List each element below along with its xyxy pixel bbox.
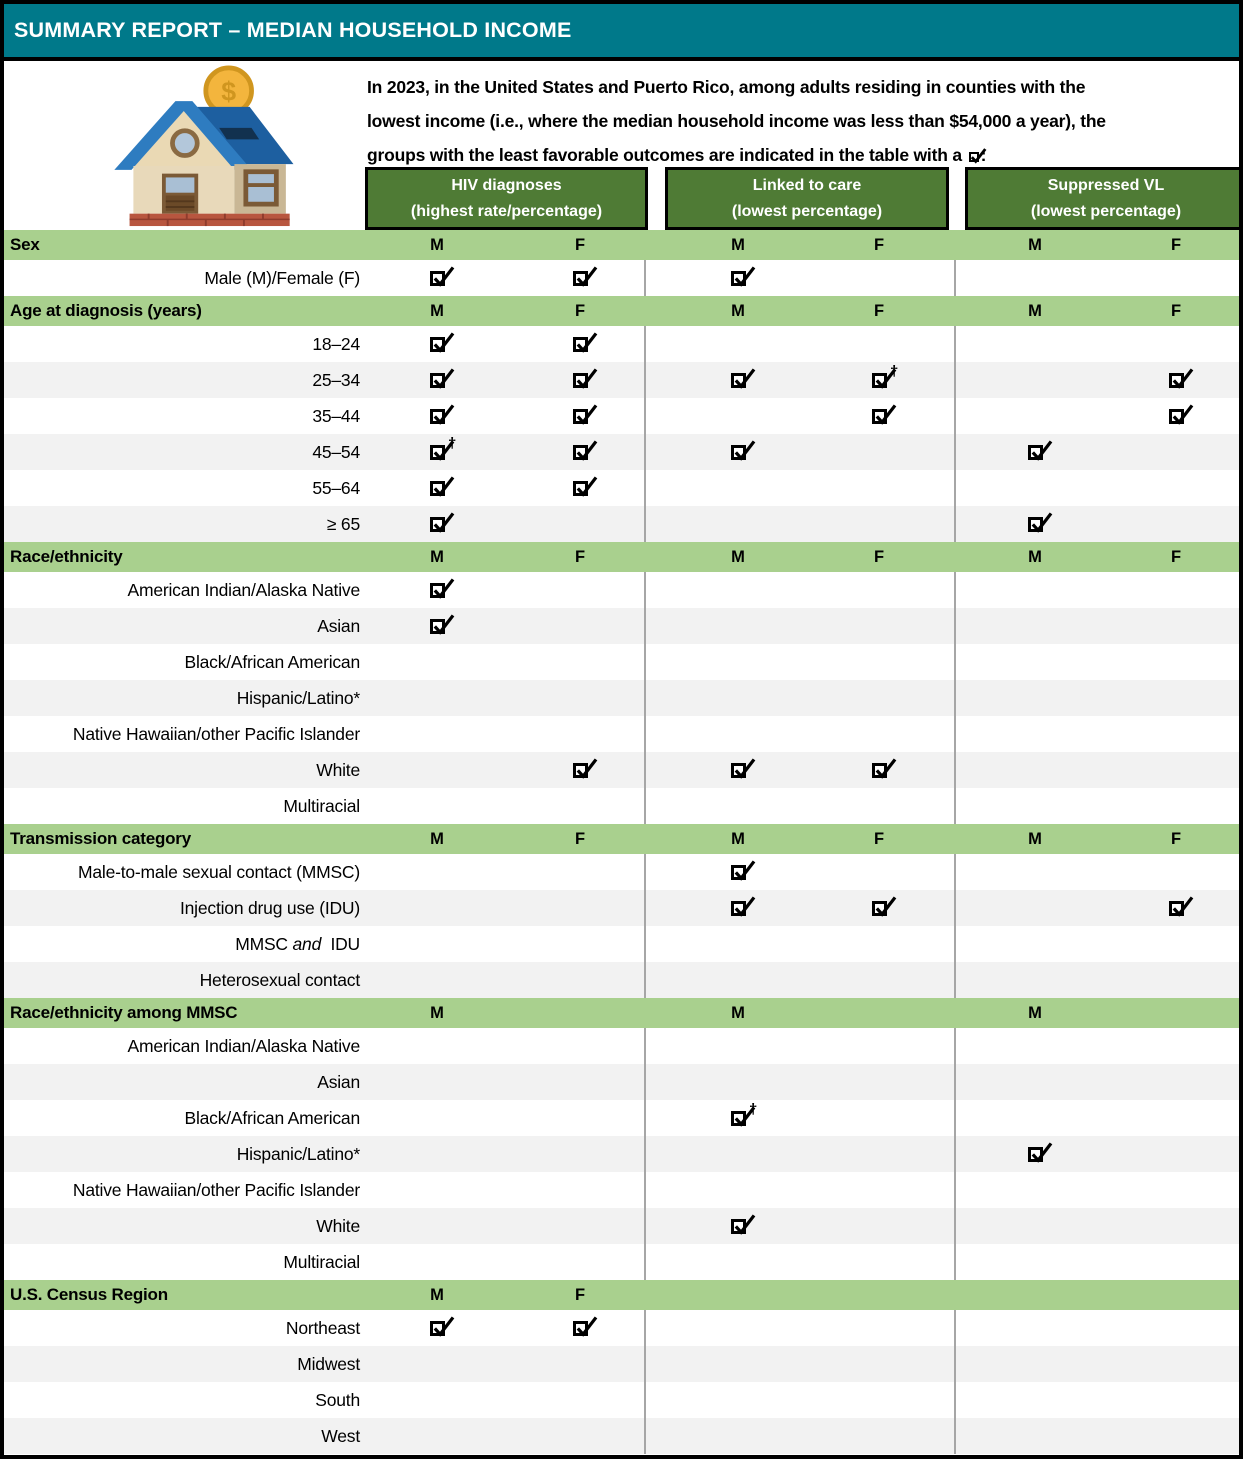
column-divider: [644, 470, 646, 506]
checked-checkbox-icon: [430, 1321, 445, 1336]
column-divider: [644, 680, 646, 716]
section-header-row: [4, 542, 1239, 572]
row-label: South: [315, 1389, 360, 1410]
row-label: Male (M)/Female (F): [204, 267, 360, 288]
row-label: Black/African American: [184, 1107, 360, 1128]
section-label: Race/ethnicity among MMSC: [10, 1003, 238, 1022]
checkbox-cell: [716, 854, 760, 890]
column-divider: [644, 890, 646, 926]
section-label: Sex: [10, 235, 40, 254]
column-divider: [954, 1346, 956, 1382]
checkbox-cell: [558, 326, 602, 362]
column-divider: [954, 788, 956, 824]
column-mf-label: F: [873, 547, 885, 566]
column-mf-label: M: [430, 1003, 444, 1022]
row-label: American Indian/Alaska Native: [127, 579, 360, 600]
checkbox-cell: [415, 326, 459, 362]
checkbox-cell: [415, 362, 459, 398]
column-mf-label: F: [1170, 301, 1182, 320]
column-divider: [954, 1382, 956, 1418]
column-divider: [644, 1172, 646, 1208]
column-divider: [644, 326, 646, 362]
column-mf-label: M: [1028, 829, 1042, 848]
table-row: [4, 1028, 1239, 1064]
row-label: White: [316, 759, 360, 780]
table-row: [4, 752, 1239, 788]
column-divider: [644, 1136, 646, 1172]
column-divider: [954, 260, 956, 296]
column-mf-label: F: [574, 235, 586, 254]
row-label: Hispanic/Latino*: [236, 687, 360, 708]
checked-checkbox-icon: [1028, 445, 1043, 460]
column-divider: [644, 644, 646, 680]
column-divider: [954, 326, 956, 362]
column-divider: [644, 260, 646, 296]
table-row: [4, 434, 1239, 470]
section-label: Transmission category: [10, 829, 191, 848]
checkbox-cell: [415, 470, 459, 506]
table-row: [4, 326, 1239, 362]
checked-checkbox-icon: [872, 901, 887, 916]
checked-checkbox-icon: [731, 1219, 746, 1234]
column-mf-label: M: [731, 547, 745, 566]
column-divider: [644, 506, 646, 542]
checked-checkbox-icon: [430, 583, 445, 598]
dagger-footnote-mark: †: [890, 363, 899, 380]
column-mf-label: F: [574, 1285, 586, 1304]
column-divider: [954, 644, 956, 680]
row-label: Injection drug use (IDU): [179, 897, 360, 918]
column-header-subtitle: (highest rate/percentage): [410, 203, 603, 220]
table-row: [4, 398, 1239, 434]
checked-checkbox-icon: [731, 763, 746, 778]
checked-checkbox-icon: [573, 763, 588, 778]
checked-checkbox-icon: [872, 409, 887, 424]
column-divider: [644, 1418, 646, 1454]
column-divider: [644, 926, 646, 962]
column-mf-label: F: [574, 301, 586, 320]
row-label: American Indian/Alaska Native: [127, 1035, 360, 1056]
table-row: [4, 1208, 1239, 1244]
section-label: U.S. Census Region: [10, 1285, 168, 1304]
column-mf-label: M: [731, 235, 745, 254]
column-mf-label: F: [1170, 547, 1182, 566]
checked-checkbox-icon: [872, 763, 887, 778]
column-divider: [644, 572, 646, 608]
column-divider: [954, 926, 956, 962]
checked-checkbox-icon: [573, 409, 588, 424]
column-divider: [644, 398, 646, 434]
checkbox-cell: [558, 260, 602, 296]
column-divider: [954, 398, 956, 434]
column-mf-label: M: [731, 1003, 745, 1022]
checked-checkbox-icon: [1028, 517, 1043, 532]
column-mf-label: F: [1170, 235, 1182, 254]
column-mf-label: F: [574, 547, 586, 566]
column-divider: [954, 572, 956, 608]
checkbox-cell: [857, 362, 901, 398]
checked-checkbox-icon: [573, 1321, 588, 1336]
checkbox-cell: [1154, 362, 1198, 398]
checkbox-cell: [558, 752, 602, 788]
checked-checkbox-icon: [573, 481, 588, 496]
checkbox-cell: [716, 1208, 760, 1244]
section-header-row: [4, 296, 1239, 326]
row-label: Native Hawaiian/other Pacific Islander: [72, 1179, 360, 1200]
table-row: [4, 1418, 1239, 1454]
checkbox-cell: [716, 434, 760, 470]
column-divider: [954, 1244, 956, 1280]
checked-checkbox-icon: [573, 373, 588, 388]
checkbox-cell: [415, 506, 459, 542]
column-divider: [644, 1100, 646, 1136]
table-row: [4, 362, 1239, 398]
row-label: 35–44: [312, 405, 360, 426]
column-divider: [954, 506, 956, 542]
checkbox-cell: [716, 260, 760, 296]
column-divider: [644, 608, 646, 644]
checkbox-cell: [716, 890, 760, 926]
column-mf-label: M: [430, 547, 444, 566]
table-row: [4, 1244, 1239, 1280]
page-title: SUMMARY REPORT – MEDIAN HOUSEHOLD INCOME: [14, 18, 572, 42]
checked-checkbox-icon: [731, 373, 746, 388]
column-mf-label: M: [430, 235, 444, 254]
column-header-title: HIV diagnoses: [451, 177, 562, 194]
table-row: [4, 260, 1239, 296]
table-row: [4, 572, 1239, 608]
table-row: [4, 1382, 1239, 1418]
table-row: [4, 644, 1239, 680]
checkbox-cell: [415, 1310, 459, 1346]
svg-text:$: $: [221, 76, 237, 107]
table-row: [4, 1064, 1239, 1100]
column-divider: [954, 1136, 956, 1172]
column-divider: [644, 752, 646, 788]
checkbox-cell: [558, 398, 602, 434]
column-divider: [954, 608, 956, 644]
checkbox-cell: [415, 572, 459, 608]
column-divider: [644, 434, 646, 470]
row-label: Native Hawaiian/other Pacific Islander: [72, 723, 360, 744]
column-divider: [954, 362, 956, 398]
checkbox-cell: [415, 608, 459, 644]
row-label: Male-to-male sexual contact (MMSC): [77, 861, 360, 882]
row-label: Multiracial: [283, 1251, 360, 1272]
table-row: [4, 1136, 1239, 1172]
checked-checkbox-icon: [1028, 1147, 1043, 1162]
checked-checkbox-icon: [430, 271, 445, 286]
section-header-row: [4, 998, 1239, 1028]
checkbox-cell: [1013, 434, 1057, 470]
table-row: [4, 1172, 1239, 1208]
checked-checkbox-icon: [430, 337, 445, 352]
column-divider: [954, 434, 956, 470]
checked-checkbox-icon: [731, 271, 746, 286]
table-row: [4, 470, 1239, 506]
column-divider: [954, 1100, 956, 1136]
column-divider: [954, 1172, 956, 1208]
column-divider: [644, 362, 646, 398]
table-row: [4, 788, 1239, 824]
checked-checkbox-icon: [573, 445, 588, 460]
checkbox-cell: [716, 362, 760, 398]
column-mf-label: M: [731, 829, 745, 848]
column-mf-label: M: [1028, 547, 1042, 566]
intro-line-3: groups with the least favorable outcomes are indicated in the table with a :: [367, 145, 987, 165]
column-divider: [644, 962, 646, 998]
column-divider: [644, 1346, 646, 1382]
checkbox-cell: [1013, 1136, 1057, 1172]
table-row: [4, 926, 1239, 962]
summary-table: [4, 230, 1239, 1454]
row-label: Northeast: [285, 1317, 360, 1338]
column-header-suppressed-vl: [965, 167, 1243, 230]
column-header-linked-to-care: [665, 167, 949, 230]
checkbox-cell: [857, 398, 901, 434]
column-header-hiv-diagnoses: [365, 167, 648, 230]
column-divider: [644, 1208, 646, 1244]
column-mf-label: F: [574, 829, 586, 848]
column-header-subtitle: (lowest percentage): [731, 203, 883, 220]
table-row: [4, 1100, 1239, 1136]
column-divider: [644, 788, 646, 824]
table-row: [4, 506, 1239, 542]
column-divider: [954, 1310, 956, 1346]
row-label: Hispanic/Latino*: [236, 1143, 360, 1164]
checkbox-cell: [1154, 890, 1198, 926]
column-divider: [954, 1028, 956, 1064]
row-label: Asian: [317, 615, 360, 636]
checked-checkbox-icon: [1169, 409, 1184, 424]
table-row: [4, 608, 1239, 644]
column-divider: [644, 1028, 646, 1064]
checked-checkbox-icon: [573, 271, 588, 286]
column-divider: [954, 890, 956, 926]
table-row: [4, 716, 1239, 752]
checkbox-cell: [857, 752, 901, 788]
house-savings-icon: [102, 65, 302, 227]
checkbox-cell: [558, 362, 602, 398]
row-label: 45–54: [312, 441, 360, 462]
checkbox-cell: [716, 752, 760, 788]
checked-checkbox-icon: [430, 373, 445, 388]
row-label: Asian: [317, 1071, 360, 1092]
table-row: [4, 1310, 1239, 1346]
checked-checkbox-icon: [872, 373, 887, 388]
row-label: Multiracial: [283, 795, 360, 816]
column-mf-label: M: [1028, 235, 1042, 254]
dagger-footnote-mark: †: [448, 435, 457, 452]
row-label: ≥ 65: [326, 513, 360, 534]
column-mf-label: F: [1170, 829, 1182, 848]
column-mf-label: M: [430, 301, 444, 320]
checkbox-cell: [415, 434, 459, 470]
checked-checkbox-icon: [731, 901, 746, 916]
dagger-footnote-mark: †: [749, 1101, 758, 1118]
row-label: White: [316, 1215, 360, 1236]
section-label: Age at diagnosis (years): [10, 301, 202, 320]
checkbox-cell: [558, 434, 602, 470]
checked-checkbox-icon: [1169, 901, 1184, 916]
column-divider: [954, 1418, 956, 1454]
column-divider: [954, 680, 956, 716]
column-divider: [644, 716, 646, 752]
column-divider: [644, 1310, 646, 1346]
column-mf-label: M: [731, 301, 745, 320]
checked-checkbox-icon: [969, 152, 979, 162]
column-header-title: Linked to care: [752, 177, 862, 194]
checked-checkbox-icon: [1169, 373, 1184, 388]
checked-checkbox-icon: [731, 865, 746, 880]
intro-line-1: In 2023, in the United States and Puerto Rico, among adults residing in counties with the: [367, 77, 1086, 97]
checkbox-cell: [415, 260, 459, 296]
checked-checkbox-icon: [430, 517, 445, 532]
column-mf-label: M: [430, 829, 444, 848]
column-divider: [954, 716, 956, 752]
row-label: Midwest: [297, 1353, 360, 1374]
column-divider: [954, 470, 956, 506]
report-title-bar: [4, 4, 1239, 61]
intro-text: [367, 70, 1243, 172]
column-divider: [644, 854, 646, 890]
column-divider: [644, 1064, 646, 1100]
column-divider: [954, 1064, 956, 1100]
column-mf-label: M: [1028, 301, 1042, 320]
checked-checkbox-icon: [731, 445, 746, 460]
column-divider: [954, 752, 956, 788]
checkbox-cell: [716, 1100, 760, 1136]
column-mf-label: M: [1028, 1003, 1042, 1022]
checkbox-cell: [415, 398, 459, 434]
table-row: [4, 890, 1239, 926]
row-label: 25–34: [312, 369, 360, 390]
section-header-row: [4, 230, 1239, 260]
intro-line-2: lowest income (i.e., where the median household income was less than $54,000 a year), the: [367, 111, 1106, 131]
column-header-title: Suppressed VL: [1047, 177, 1165, 194]
column-mf-label: M: [430, 1285, 444, 1304]
checkbox-cell: [1154, 398, 1198, 434]
column-mf-label: F: [873, 235, 885, 254]
checked-checkbox-icon: [731, 1111, 746, 1126]
checked-checkbox-icon: [430, 481, 445, 496]
table-row: [4, 854, 1239, 890]
table-row: [4, 680, 1239, 716]
checkbox-cell: [558, 1310, 602, 1346]
section-label: Race/ethnicity: [10, 547, 123, 566]
section-header-row: [4, 824, 1239, 854]
row-label: 55–64: [312, 477, 360, 498]
checked-checkbox-icon: [430, 445, 445, 460]
intro-band: [4, 61, 1239, 230]
column-mf-label: F: [873, 829, 885, 848]
row-label: 18–24: [312, 333, 360, 354]
table-row: [4, 962, 1239, 998]
checkbox-cell: [1013, 506, 1057, 542]
column-divider: [954, 1208, 956, 1244]
checkbox-cell: [857, 890, 901, 926]
section-header-row: [4, 1280, 1239, 1310]
checked-checkbox-icon: [573, 337, 588, 352]
row-label: West: [321, 1425, 360, 1446]
table-row: [4, 1346, 1239, 1382]
row-label: Black/African American: [184, 651, 360, 672]
column-header-subtitle: (lowest percentage): [1030, 203, 1182, 220]
column-mf-label: F: [873, 301, 885, 320]
row-label: MMSC and IDU: [235, 933, 360, 954]
checked-checkbox-icon: [430, 619, 445, 634]
checkbox-cell: [558, 470, 602, 506]
column-divider: [644, 1382, 646, 1418]
column-divider: [954, 962, 956, 998]
column-divider: [644, 1244, 646, 1280]
row-label: Heterosexual contact: [199, 969, 360, 990]
checked-checkbox-icon: [430, 409, 445, 424]
column-divider: [954, 854, 956, 890]
